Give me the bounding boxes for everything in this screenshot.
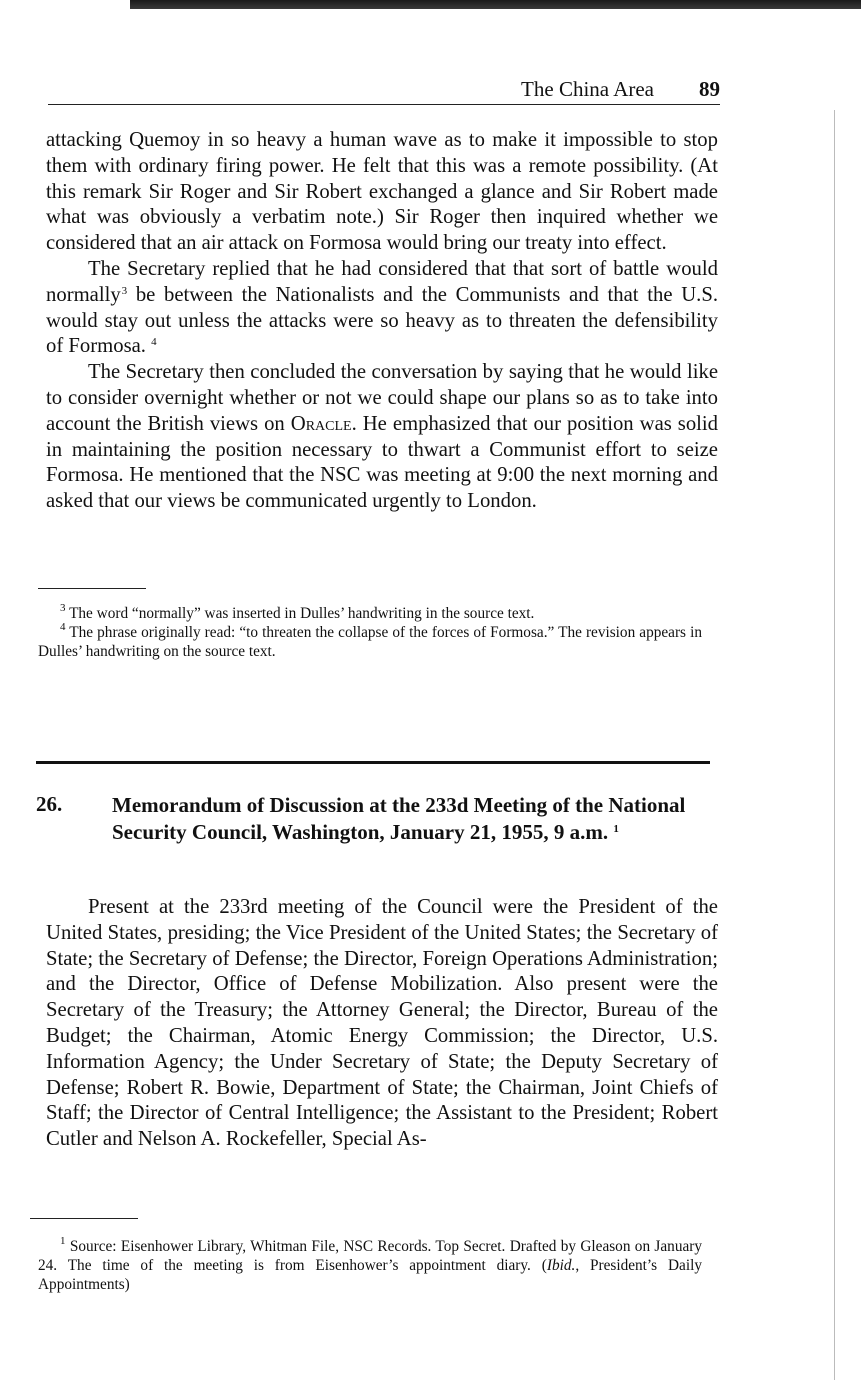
paragraph: Present at the 233rd meeting of the Council were the President of the United States, presiding; the Vice President of the United States; the Secretary of State; the Secretary of Defense; the Director, Foreign Operations Administration; and the Director, Office of Defense Mobilization. Also present were the Secretary of the Treasury; the Attorney General; the Director, Bureau of the Budget; the Chairman, Atomic Energy Commission; the Director, U.S. Information Agency; the Under Secretary of State; the Deputy Secretary of Defense; Robert R. Bowie, Department of State; the Chairman, Joint Chiefs of Staff; the Director of Central Intelligence; the Assistant to the President; Robert Cutler and Nelson A. Rockefeller, Special As- [46, 896, 718, 1151]
footnote-ref: 4 [151, 336, 157, 349]
footnote-text: The word “normally” was inserted in Dulles’ handwriting in the source text. [69, 605, 535, 622]
footnotes-bottom [38, 1237, 702, 1294]
footnote-text: Source: Eisenhower Library, Whitman File, NSC Records. Top Secret. Drafted by Gleason on January 24. The time of the meeting is from Eisenhower’s appointment diary. ( [38, 1238, 702, 1274]
page-number: 89 [699, 77, 720, 101]
footnote [38, 1237, 702, 1294]
paragraph-text: attacking Quemoy in so heavy a human wave as to make it impossible to stop them with ordinary firing power. He felt that this was a remote possibility. (At this remark Sir Roger and Sir Robert exchanged a glance and Sir Robert made what was obviously a verbatim note.) Sir Roger then inquired whether we considered that an air attack on Formosa would bring our treaty into effect. [46, 129, 718, 255]
footnote-ibid: Ibid. [546, 1257, 576, 1274]
document-body [46, 895, 718, 1153]
running-title: The China Area [521, 77, 654, 101]
paragraph-text: . He emphasized that our position was solid in maintaining the position necessary to thwart a Communist effort to seize Formosa. He mentioned that the NSC was meeting at 9:00 the next morning and asked that our views be communicated urgently to London. [46, 412, 719, 513]
footnote-ref: 1 [613, 823, 619, 835]
paragraph-text: be between the Nationalists and the Communists and that the U.S. would stay out unless the attacks were so heavy as to threaten the defensibility of Formosa. [46, 283, 718, 358]
footnote-ref: 3 [121, 284, 128, 297]
footnote-number: 4 [60, 621, 66, 633]
paragraph-text: The Secretary then concluded the conversation by saying that he would like to consider overnight whether or not we could shape our plans so as to take into account the British views on [46, 361, 718, 435]
codename-oracle: Oracle [290, 412, 352, 435]
footnote-text: , President’s Daily Appointments) [38, 1257, 702, 1293]
paragraph [46, 257, 718, 360]
footnotes-top [38, 604, 702, 661]
footnote-text: The phrase originally read: “to threaten the collapse of the forces of Formosa.” The revision appears in Dulles’ handwriting on the source text. [38, 624, 702, 660]
section-divider [36, 761, 710, 764]
page-top-shadow [130, 0, 861, 9]
footnote-number: 3 [60, 602, 66, 614]
paragraph [46, 128, 718, 257]
footnote-number: 1 [60, 1235, 66, 1247]
document-title [112, 792, 712, 846]
footnote-separator [38, 588, 146, 589]
paragraph [46, 360, 718, 515]
footnote [38, 623, 702, 661]
document-title-text: Memorandum of Discussion at the 233d Meeting of the National Security Council, Washington, January 21, 1955, 9 a.m. [112, 793, 686, 844]
continued-text [46, 128, 718, 515]
running-header [48, 74, 720, 105]
footnote-separator [30, 1218, 138, 1219]
footnote [38, 604, 702, 623]
page-edge [834, 110, 835, 1380]
document-number: 26. [36, 792, 63, 816]
paragraph-text: The Secretary replied that he had considered that that sort of battle would normally [46, 257, 718, 306]
